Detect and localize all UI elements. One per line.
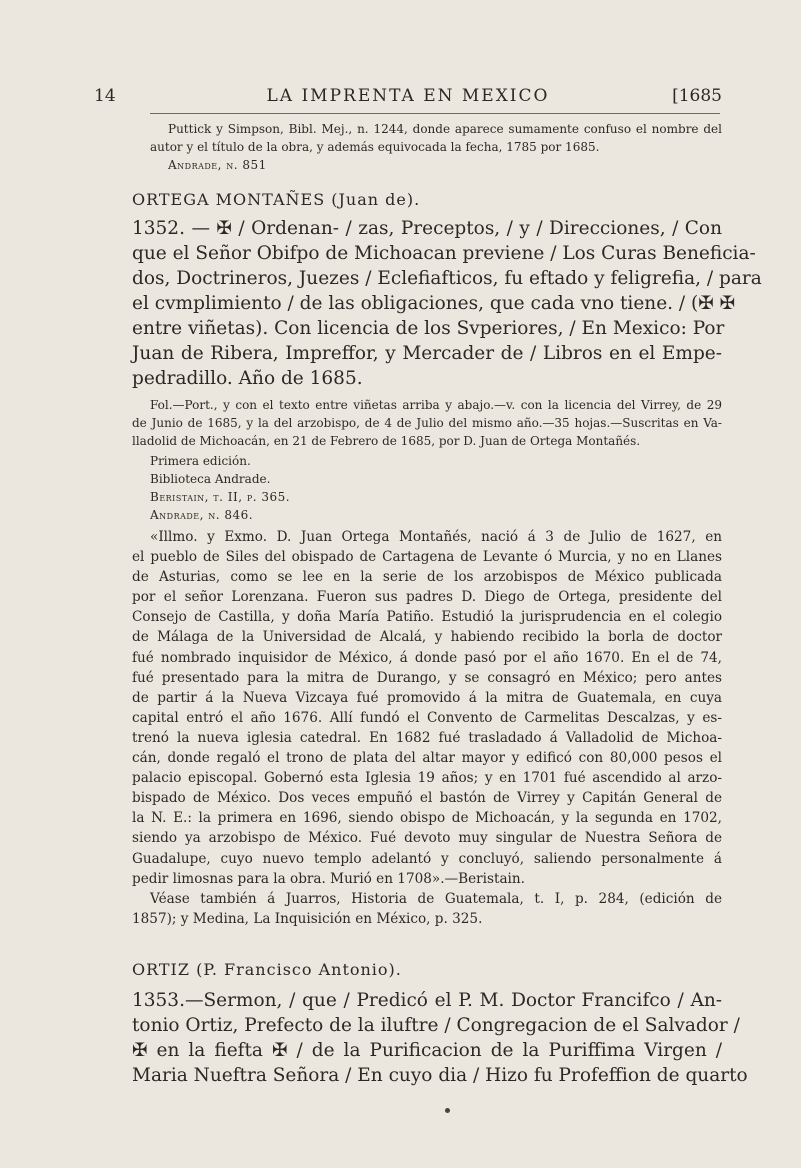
- running-head: [94, 86, 722, 112]
- bio-line: Consejo de Castilla, y doña María Patiño. Estudió la jurisprudencia en el colegio: [132, 609, 722, 626]
- collation-line: de Junio de 1685, y la del arzobispo, de 4 de Julio del mismo año.—35 hojas.—Suscritas en Va-: [132, 416, 722, 430]
- entry-1352-collation: [132, 396, 722, 450]
- title-line: entre viñetas). Con licencia de los Svperiores, / En Mexico: Por: [132, 318, 725, 339]
- page-number: 14: [94, 86, 116, 106]
- title-line: 1352. — ✠ / Ordenan- / zas, Preceptos, / y / Direcciones, / Con: [132, 218, 722, 239]
- bio-line: «Illmo. y Exmo. D. Juan Ortega Montañés, nació á 3 de Julio de 1627, en: [150, 529, 722, 545]
- collation-line: lladolid de Michoacán, en 21 de Febrero de 1685, por D. Juan de Ortega Montañés.: [132, 434, 641, 448]
- ink-speck: [445, 1108, 450, 1113]
- title-line: Juan de Ribera, Impreffor, y Mercader de / Libros en el Empe-: [132, 343, 722, 364]
- bio-line: 1857); y Medina, La Inquisición en México, p. 325.: [132, 910, 483, 927]
- collation-line: Fol.—Port., y con el texto entre viñetas arriba y abajo.—v. con la licencia del Virrey, de 29: [150, 398, 722, 412]
- header-rule: [150, 113, 720, 114]
- entry-author-heading: ORTEGA MONTAÑES (Juan de).: [132, 190, 421, 209]
- bio-line: de partir á la Nueva Vizcaya fué promovido á la mitra de Guatemala, en cuya: [132, 689, 722, 706]
- bio-line: de Asturias, como se lee en la serie de los arzobispos de México publicada: [132, 569, 722, 586]
- reference-line: Andrade, n. 851: [168, 158, 267, 172]
- title-line: Maria Nueftra Señora / En cuyo dia / Hizo fu Profeffion de quarto: [132, 1065, 748, 1086]
- entry-author-heading: ORTIZ (P. Francisco Antonio).: [132, 960, 402, 979]
- bio-line: capital entró el año 1676. Allí fundó el Convento de Carmelitas Descalzas, y es-: [132, 709, 722, 726]
- bio-line: de Málaga de la Universidad de Alcalá, y habiendo recibido la borla de doctor: [132, 629, 722, 646]
- entry-1352-notes: [150, 452, 722, 524]
- bio-line: Guadalupe, cuyo nuevo templo adelantó y concluyó, saliendo personalmente á: [132, 850, 722, 867]
- entry-1352-title: [132, 216, 762, 391]
- title-line: el cvmplimiento / de las obligaciones, que cada vno tiene. / (✠ ✠: [132, 293, 736, 314]
- running-year: [1685: [672, 86, 722, 106]
- bio-line: fué presentado para la mitra de Durango, y se consagró en México; pero antes: [132, 669, 722, 686]
- bio-line: fué nombrado inquisidor de México, á donde pasó por el año 1670. En el de 74,: [132, 649, 722, 666]
- entry-1353-title: [132, 988, 748, 1088]
- entry-1352-biography: [132, 527, 722, 929]
- previous-entry-references: [150, 120, 722, 174]
- bio-line: por el señor Lorenzana. Fueron sus padres D. Diego de Ortega, presidente del: [132, 589, 722, 606]
- bio-line: trenó la nueva iglesia catedral. En 1682 fué trasladado á Valladolid de Michoa-: [132, 729, 722, 746]
- note-line: Primera edición.: [150, 454, 251, 468]
- bio-line: el pueblo de Siles del obispado de Cartagena de Levante ó Murcia, y no en Llanes: [132, 549, 722, 566]
- bio-line: cán, donde regaló el trono de plata del altar mayor y edificó con 80,000 pesos el: [132, 750, 722, 767]
- reference-line: autor y el título de la obra, y además equivocada la fecha, 1785 por 1685.: [150, 140, 600, 154]
- note-line: Beristain, t. II, p. 365.: [150, 490, 291, 504]
- title-line: 1353.—Sermon, / que / Predicó el P. M. Doctor Francifco / An-: [132, 990, 722, 1011]
- bio-line: pedir limosnas para la obra. Murió en 1708».—Beristain.: [132, 870, 525, 887]
- reference-line: Puttick y Simpson, Bibl. Mej., n. 1244, donde aparece sumamente confuso el nombre del: [168, 122, 722, 136]
- bio-line: bispado de México. Dos veces empuñó el bastón de Virrey y Capitán General de: [132, 790, 722, 807]
- title-line: dos, Doctrineros, Juezes / Eclefiafticos, fu eftado y feligrefia, / para: [132, 268, 762, 289]
- running-title: LA IMPRENTA EN MEXICO: [266, 86, 550, 106]
- title-line: que el Señor Obifpo de Michoacan previene / Los Curas Beneficia-: [132, 243, 756, 264]
- bio-line: Véase también á Juarros, Historia de Guatemala, t. I, p. 284, (edición de: [150, 890, 722, 907]
- note-line: Biblioteca Andrade.: [150, 472, 271, 486]
- note-line: Andrade, n. 846.: [150, 508, 254, 522]
- bio-line: palacio episcopal. Gobernó esta Iglesia 19 años; y en 1701 fué ascendido al arzo-: [132, 770, 722, 787]
- title-line: tonio Ortiz, Prefecto de la iluftre / Congregacion de el Salvador /: [132, 1015, 740, 1036]
- bio-line: siendo ya arzobispo de México. Fué devoto muy singular de Nuestra Señora de: [132, 830, 722, 847]
- title-line: ✠ en la fiefta ✠ / de la Purificacion de la Puriffima Virgen /: [132, 1040, 722, 1061]
- bio-line: la N. E.: la primera en 1696, siendo obispo de Michoacán, y la segunda en 1702,: [132, 810, 722, 827]
- title-line: pedradillo. Año de 1685.: [132, 368, 363, 389]
